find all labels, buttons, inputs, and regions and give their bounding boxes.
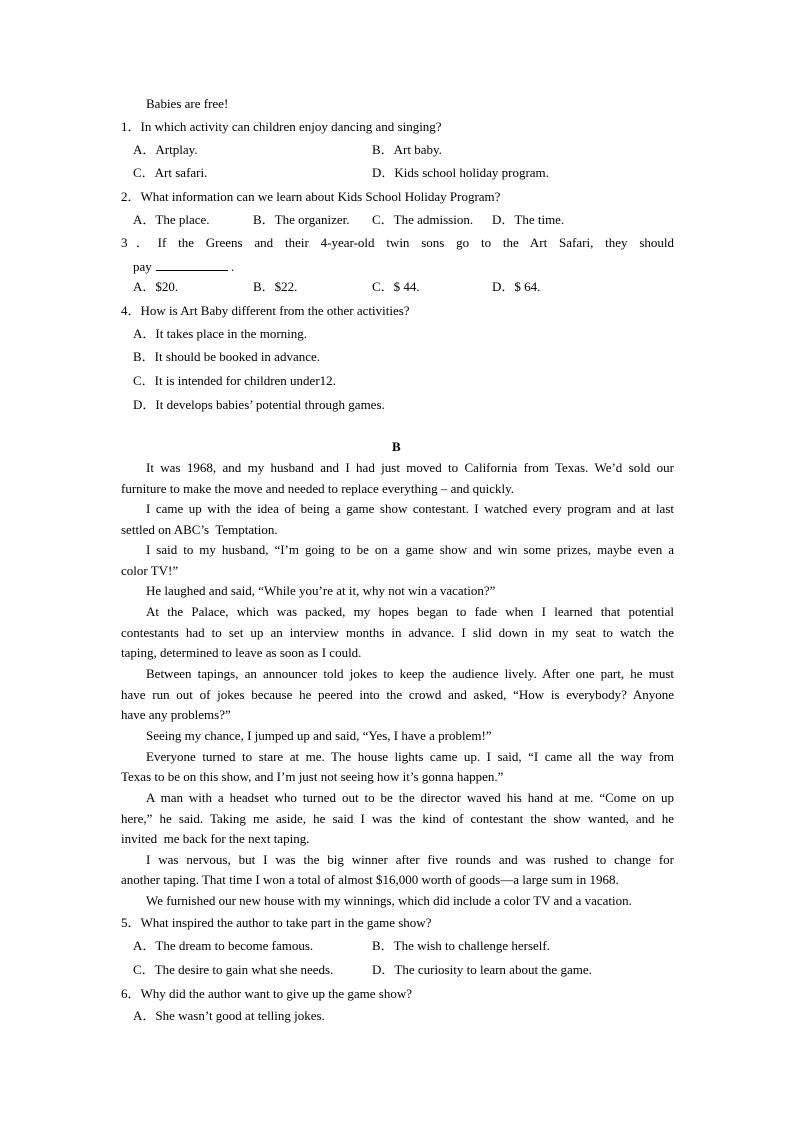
- intro-tail: Babies are free!: [146, 96, 229, 111]
- passage-line: Everyone turned to stare at me. The house lights came up. I said, “I came all the way from: [146, 749, 674, 764]
- passage-line: I came up with the idea of being a game show contestant. I watched every program and at last: [146, 501, 674, 516]
- question-2-option-c: C．The admission.: [372, 212, 474, 227]
- question-2-option-b: B．The organizer.: [253, 212, 350, 227]
- passage-line: have any problems?”: [121, 707, 231, 722]
- passage-line: have run out of jokes because he peered into the crowd and asked, “How is everybody? Anyone: [121, 687, 674, 702]
- question-2-stem: 2．What information can we learn about Kids School Holiday Program?: [121, 189, 501, 204]
- passage-line: At the Palace, which was packed, my hopes began to fade when I learned that potential: [146, 604, 674, 619]
- passage-line: We furnished our new house with my winnings, which did include a color TV and a vacation.: [146, 893, 632, 908]
- passage-line: I said to my husband, “I’m going to be on a game show and win some prizes, maybe even a: [146, 542, 674, 557]
- question-3-stem-line2: [133, 257, 234, 277]
- question-2-option-a: A．The place.: [133, 212, 210, 227]
- passage-line: another taping. That time I won a total of almost $16,000 worth of goods—a large sum in 1968.: [121, 872, 619, 887]
- question-4-option-c: C．It is intended for children under12.: [133, 373, 336, 388]
- answer-blank: [156, 257, 228, 271]
- passage-line: here,” he said. Taking me aside, he said I was the kind of contestant the show wanted, and he: [121, 811, 674, 826]
- passage-line: color TV!”: [121, 563, 179, 578]
- passage-line: He laughed and said, “While you’re at it, why not win a vacation?”: [146, 583, 496, 598]
- passage-line: taping, determined to leave as soon as I could.: [121, 645, 362, 660]
- question-3-option-d: D．$ 64.: [492, 279, 541, 294]
- passage-line: Seeing my chance, I jumped up and said, “Yes, I have a problem!”: [146, 728, 492, 743]
- question-1-option-c: C．Art safari.: [133, 165, 208, 180]
- question-4-option-d: D．It develops babies’ potential through games.: [133, 397, 385, 412]
- section-heading: B: [392, 439, 401, 454]
- question-3-option-c: C．$ 44.: [372, 279, 420, 294]
- passage-line: settled on ABC’s Temptation.: [121, 522, 278, 537]
- passage-line: Between tapings, an announcer told jokes to keep the audience lively. After one part, he must: [146, 666, 674, 681]
- passage-line: contestants had to set up an interview months in advance. I slid down in my seat to watch the: [121, 625, 674, 640]
- question-3-pay-text: pay: [133, 259, 152, 274]
- question-4-option-b: B．It should be booked in advance.: [133, 349, 321, 364]
- question-3-option-b: B．$22.: [253, 279, 298, 294]
- question-6-stem: 6．Why did the author want to give up the game show?: [121, 986, 412, 1001]
- question-1-option-a: A．Artplay.: [133, 142, 198, 157]
- question-3-period: .: [231, 259, 235, 274]
- question-4-stem: 4．How is Art Baby different from the other activities?: [121, 303, 410, 318]
- question-1-stem: 1．In which activity can children enjoy dancing and singing?: [121, 119, 442, 134]
- question-1-option-b: B．Art baby.: [372, 142, 442, 157]
- question-5-stem: 5．What inspired the author to take part in the game show?: [121, 915, 432, 930]
- passage-line: A man with a headset who turned out to be the director waved his hand at me. “Come on up: [146, 790, 674, 805]
- question-3-option-a: A．$20.: [133, 279, 179, 294]
- question-5-option-d: D．The curiosity to learn about the game.: [372, 962, 592, 977]
- question-5-option-b: B．The wish to challenge herself.: [372, 938, 550, 953]
- passage-line: Texas to be on this show, and I’m just not seeing how it’s gonna happen.”: [121, 769, 504, 784]
- passage-line: It was 1968, and my husband and I had just moved to California from Texas. We’d sold our: [146, 460, 674, 475]
- passage-line: I was nervous, but I was the big winner after five rounds and was rushed to change for: [146, 852, 674, 867]
- passage-line: invited me back for the next taping.: [121, 831, 310, 846]
- question-3-stem: 3．If the Greens and their 4-year-old twin sons go to the Art Safari, they should: [121, 235, 674, 250]
- question-4-option-a: A．It takes place in the morning.: [133, 326, 308, 341]
- question-1-option-d: D．Kids school holiday program.: [372, 165, 549, 180]
- question-5-option-a: A．The dream to become famous.: [133, 938, 314, 953]
- passage-line: furniture to make the move and needed to replace everything – and quickly.: [121, 481, 514, 496]
- question-6-option-a: A．She wasn’t good at telling jokes.: [133, 1008, 325, 1023]
- question-2-option-d: D．The time.: [492, 212, 565, 227]
- question-5-option-c: C．The desire to gain what she needs.: [133, 962, 334, 977]
